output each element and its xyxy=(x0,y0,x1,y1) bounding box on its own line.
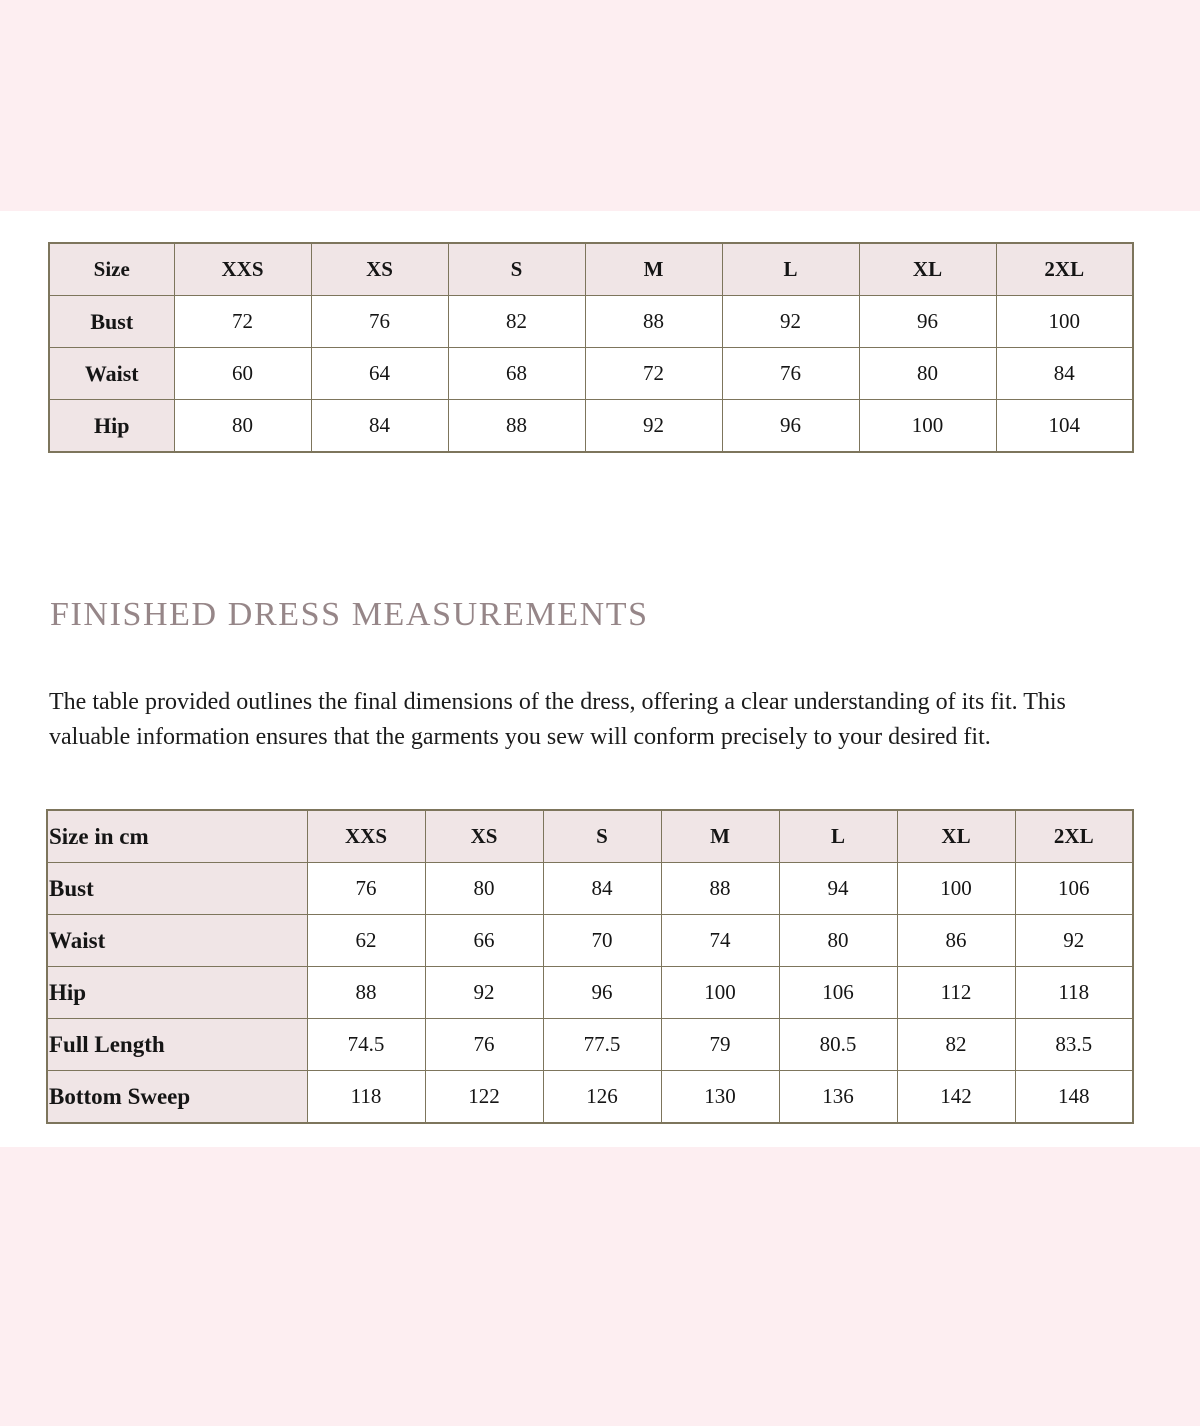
column-header-l: L xyxy=(722,243,859,296)
cell-waist-l: 76 xyxy=(722,348,859,400)
cell-waist-xs: 64 xyxy=(311,348,448,400)
cell-waist-2xl: 84 xyxy=(996,348,1133,400)
row-label-hip: Hip xyxy=(47,967,307,1019)
decorative-band-top xyxy=(0,0,1200,211)
cell-hip-l: 96 xyxy=(722,400,859,453)
cell-bust-m: 88 xyxy=(585,296,722,348)
cell-hip-xs: 84 xyxy=(311,400,448,453)
cell-waist-xxs: 60 xyxy=(174,348,311,400)
cell-hip-m: 100 xyxy=(661,967,779,1019)
cell-waist-m: 74 xyxy=(661,915,779,967)
table-row xyxy=(49,348,1133,400)
cell-hip-xs: 92 xyxy=(425,967,543,1019)
cell-bust-xl: 100 xyxy=(897,863,1015,915)
cell-hip-xxs: 80 xyxy=(174,400,311,453)
finished-measurements-body xyxy=(47,863,1133,1124)
column-header-2xl: 2XL xyxy=(996,243,1133,296)
cell-waist-l: 80 xyxy=(779,915,897,967)
cell-full-length-m: 79 xyxy=(661,1019,779,1071)
row-label-hip: Hip xyxy=(49,400,174,453)
finished-measurements-heading: FINISHED DRESS MEASUREMENTS xyxy=(50,596,649,633)
cell-hip-xl: 100 xyxy=(859,400,996,453)
finished-measurements-table xyxy=(46,809,1134,1124)
cell-hip-2xl: 118 xyxy=(1015,967,1133,1019)
cell-full-length-xl: 82 xyxy=(897,1019,1015,1071)
cell-waist-xl: 80 xyxy=(859,348,996,400)
row-label-bottom-sweep: Bottom Sweep xyxy=(47,1071,307,1124)
cell-hip-l: 106 xyxy=(779,967,897,1019)
cell-waist-xxs: 62 xyxy=(307,915,425,967)
cell-hip-s: 88 xyxy=(448,400,585,453)
row-label-waist: Waist xyxy=(47,915,307,967)
cell-full-length-xs: 76 xyxy=(425,1019,543,1071)
table-row xyxy=(47,1071,1133,1124)
table-row xyxy=(47,967,1133,1019)
body-measurements-corner-label: Size xyxy=(49,243,174,296)
cell-bust-m: 88 xyxy=(661,863,779,915)
decorative-band-bottom xyxy=(0,1147,1200,1426)
cell-bottom-sweep-xs: 122 xyxy=(425,1071,543,1124)
cell-bust-2xl: 100 xyxy=(996,296,1133,348)
row-label-full-length: Full Length xyxy=(47,1019,307,1071)
cell-bottom-sweep-xl: 142 xyxy=(897,1071,1015,1124)
row-label-waist: Waist xyxy=(49,348,174,400)
cell-bust-xs: 80 xyxy=(425,863,543,915)
cell-bust-xl: 96 xyxy=(859,296,996,348)
column-header-xl: XL xyxy=(859,243,996,296)
cell-full-length-s: 77.5 xyxy=(543,1019,661,1071)
row-label-bust: Bust xyxy=(47,863,307,915)
cell-waist-m: 72 xyxy=(585,348,722,400)
cell-hip-2xl: 104 xyxy=(996,400,1133,453)
cell-full-length-l: 80.5 xyxy=(779,1019,897,1071)
finished-measurements-header xyxy=(47,810,1133,863)
column-header-xxs: XXS xyxy=(174,243,311,296)
cell-waist-xl: 86 xyxy=(897,915,1015,967)
cell-bottom-sweep-l: 136 xyxy=(779,1071,897,1124)
table-row xyxy=(47,915,1133,967)
cell-full-length-xxs: 74.5 xyxy=(307,1019,425,1071)
cell-bottom-sweep-2xl: 148 xyxy=(1015,1071,1133,1124)
cell-bust-s: 84 xyxy=(543,863,661,915)
cell-bust-xs: 76 xyxy=(311,296,448,348)
column-header-m: M xyxy=(585,243,722,296)
cell-bottom-sweep-s: 126 xyxy=(543,1071,661,1124)
column-header-xs: XS xyxy=(311,243,448,296)
column-header-xxs: XXS xyxy=(307,810,425,863)
cell-waist-xs: 66 xyxy=(425,915,543,967)
table-row xyxy=(49,400,1133,453)
cell-hip-xl: 112 xyxy=(897,967,1015,1019)
column-header-m: M xyxy=(661,810,779,863)
column-header-s: S xyxy=(543,810,661,863)
body-measurements-body xyxy=(49,296,1133,453)
cell-bust-l: 94 xyxy=(779,863,897,915)
body-measurements-header xyxy=(49,243,1133,296)
cell-bust-2xl: 106 xyxy=(1015,863,1133,915)
cell-bust-l: 92 xyxy=(722,296,859,348)
table-header-row xyxy=(49,243,1133,296)
finished-measurements-description: The table provided outlines the final dimensions of the dress, offering a clear understanding of its fit. This valuable information ensures that the garments you sew will conform precisely to your desired fit. xyxy=(49,689,1066,750)
column-header-2xl: 2XL xyxy=(1015,810,1133,863)
cell-bust-s: 82 xyxy=(448,296,585,348)
column-header-l: L xyxy=(779,810,897,863)
cell-bottom-sweep-xxs: 118 xyxy=(307,1071,425,1124)
table-header-row xyxy=(47,810,1133,863)
cell-bottom-sweep-m: 130 xyxy=(661,1071,779,1124)
column-header-xl: XL xyxy=(897,810,1015,863)
cell-waist-s: 70 xyxy=(543,915,661,967)
row-label-bust: Bust xyxy=(49,296,174,348)
body-measurements-table xyxy=(48,242,1134,453)
cell-bust-xxs: 72 xyxy=(174,296,311,348)
table-row xyxy=(47,1019,1133,1071)
table-row xyxy=(49,296,1133,348)
table-row xyxy=(47,863,1133,915)
cell-waist-s: 68 xyxy=(448,348,585,400)
cell-waist-2xl: 92 xyxy=(1015,915,1133,967)
cell-hip-xxs: 88 xyxy=(307,967,425,1019)
cell-bust-xxs: 76 xyxy=(307,863,425,915)
cell-full-length-2xl: 83.5 xyxy=(1015,1019,1133,1071)
cell-hip-s: 96 xyxy=(543,967,661,1019)
finished-measurements-corner-label: Size in cm xyxy=(47,810,307,863)
column-header-xs: XS xyxy=(425,810,543,863)
cell-hip-m: 92 xyxy=(585,400,722,453)
column-header-s: S xyxy=(448,243,585,296)
